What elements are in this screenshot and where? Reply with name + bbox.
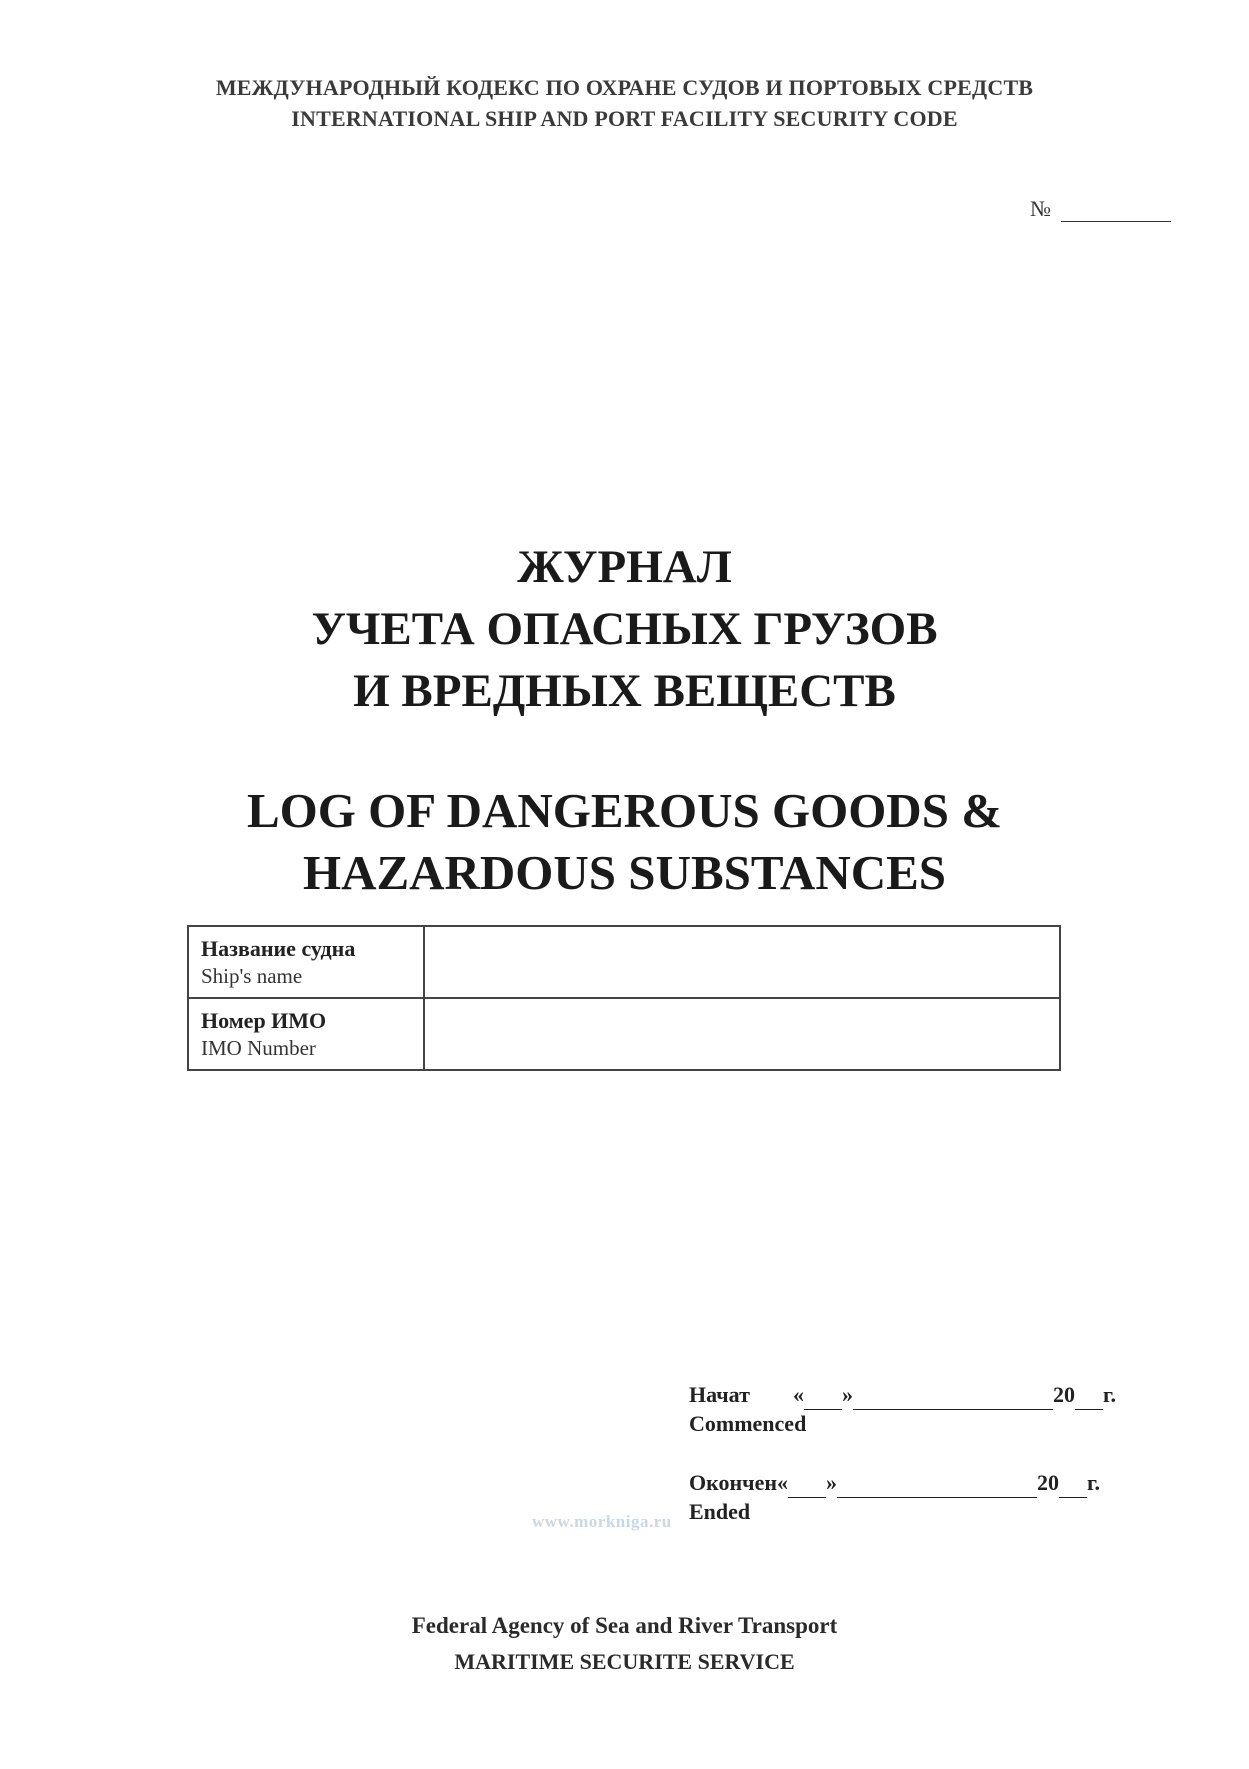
document-footer: [0, 1608, 1249, 1680]
commenced-date-block: [689, 1380, 1116, 1438]
table-row-ship-name: [188, 926, 1060, 998]
ended-year-blank[interactable]: [1059, 1475, 1087, 1498]
ship-name-label-ru: Название судна: [201, 936, 356, 961]
document-header: [0, 72, 1249, 134]
commenced-month-blank[interactable]: [853, 1387, 1053, 1410]
ship-name-value-field[interactable]: [424, 926, 1060, 998]
imo-number-label-ru: Номер ИМО: [201, 1008, 327, 1033]
ended-close-quote: »: [826, 1470, 838, 1495]
ended-day-blank[interactable]: [788, 1475, 826, 1498]
imo-number-label-cell: [188, 998, 424, 1070]
ship-name-label-en: Ship's name: [201, 964, 303, 988]
ended-year-suffix: г.: [1087, 1470, 1101, 1495]
commenced-year-blank[interactable]: [1075, 1387, 1103, 1410]
title-ru-line-3: И ВРЕДНЫХ ВЕЩЕСТВ: [353, 665, 896, 717]
commenced-day-blank[interactable]: [804, 1387, 842, 1410]
commenced-century: 20: [1053, 1382, 1075, 1407]
commenced-year-suffix: г.: [1103, 1382, 1117, 1407]
ended-label-ru: Окончен: [689, 1470, 778, 1495]
imo-number-label-en: IMO Number: [201, 1036, 316, 1060]
title-ru-line-2: УЧЕТА ОПАСНЫХ ГРУЗОВ: [311, 603, 938, 655]
title-en-line-2: HAZARDOUS SUBSTANCES: [302, 845, 947, 900]
imo-number-value-field[interactable]: [424, 998, 1060, 1070]
ship-info-table: [187, 925, 1061, 1071]
ended-date-row: [689, 1468, 1116, 1498]
log-dates: [689, 1380, 1116, 1556]
commenced-close-quote: »: [842, 1382, 853, 1407]
commenced-date-row: [689, 1380, 1116, 1410]
commenced-label-ru: Начат: [689, 1382, 750, 1407]
ship-name-label-cell: [188, 926, 424, 998]
table-row-imo-number: [188, 998, 1060, 1070]
header-line-ru: МЕЖДУНАРОДНЫЙ КОДЕКС ПО ОХРАНЕ СУДОВ И ПОРТОВЫХ СРЕДСТВ: [215, 75, 1034, 100]
commenced-label-en: Commenced: [689, 1411, 807, 1436]
title-ru-line-1: ЖУРНАЛ: [517, 541, 732, 593]
ended-open-quote: «: [777, 1470, 789, 1495]
ended-century: 20: [1037, 1470, 1060, 1495]
number-blank-line: [1061, 203, 1171, 222]
ended-date-block: [689, 1468, 1116, 1526]
commenced-open-quote: «: [793, 1382, 804, 1407]
ended-month-blank[interactable]: [837, 1475, 1037, 1498]
watermark: www.morkniga.ru: [532, 1512, 672, 1531]
title-en-line-1: LOG OF DANGEROUS GOODS &: [246, 783, 1003, 838]
title-ru: [0, 536, 1249, 722]
title-en: [0, 780, 1249, 904]
footer-service: MARITIME SECURITE SERVICE: [454, 1649, 795, 1674]
footer-agency: Federal Agency of Sea and River Transport: [411, 1613, 838, 1638]
number-sign: №: [1030, 196, 1051, 221]
ended-label-en: Ended: [689, 1499, 751, 1524]
header-line-en: INTERNATIONAL SHIP AND PORT FACILITY SECURITY CODE: [291, 106, 958, 131]
document-number-field: [1030, 196, 1171, 222]
